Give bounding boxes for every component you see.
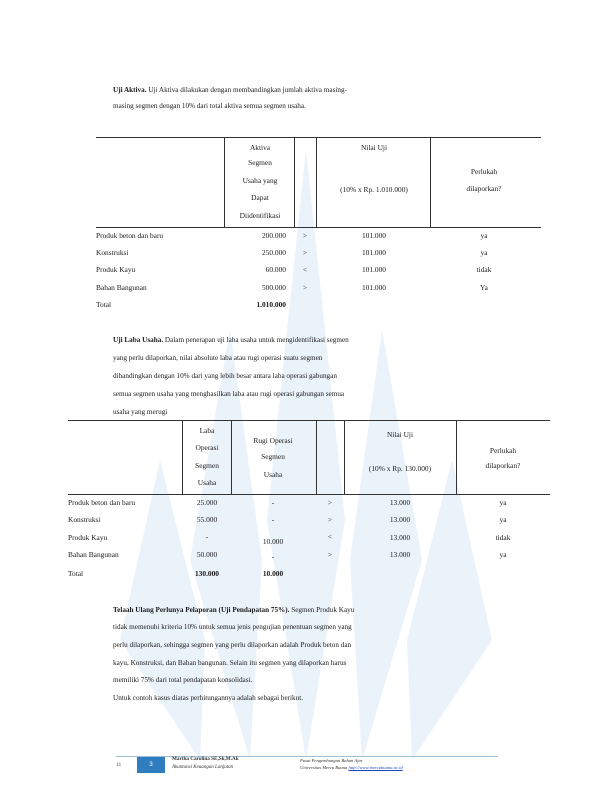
aktiva-col-header: Segmen (248, 158, 272, 167)
row-test: 101.000 (361, 265, 387, 274)
total-label: Total (68, 569, 84, 578)
nilai-uji-header: Nilai Uji (360, 143, 388, 152)
perlukah-header: dilaporkan? (466, 184, 502, 193)
page-number: 11 (116, 762, 122, 768)
footer-university-name: Universitas Mercu Buana (300, 765, 348, 770)
row-segment: Konstruksi (96, 248, 129, 257)
row-test: 101.000 (361, 283, 387, 292)
total-label: Total (96, 300, 112, 309)
row-rugi: - (271, 552, 275, 561)
nilai-uji-formula: (10% x Rp. 1.010.000) (340, 185, 408, 194)
pelaporan-text: Segmen Produk Kayu (291, 606, 355, 614)
laba-intro-line-1 (113, 336, 349, 345)
footer-link[interactable]: http://www.mercubuana.ac.id (348, 765, 403, 770)
row-test: 13.000 (389, 498, 411, 507)
row-operator: < (327, 532, 333, 541)
aktiva-intro-line-2: masing segmen dengan 10% dari total aktiva semua segmen usaha. (113, 102, 306, 110)
row-answer: tidak (495, 533, 511, 542)
row-value: 500.000 (261, 283, 286, 292)
pelaporan-line: tidak memenuhi kriteria 10% untuk semua jenis pengujian penentuan segmen yang (113, 623, 352, 631)
row-operator: > (302, 283, 308, 292)
perlukah-header: Perlukah (470, 167, 498, 176)
rugi-col-header: Segmen (261, 452, 285, 461)
laba-col-header: Operasi (195, 443, 219, 452)
total-laba: 130.000 (194, 569, 220, 578)
laba-title: Uji Laba Usaha. (113, 336, 164, 344)
aktiva-title: Uji Aktiva. (113, 86, 147, 94)
pelaporan-line: kayu, Konstruksi, dan Bahan bangunan. Selain itu segmen yang dilaporkan harus (113, 659, 347, 667)
laba-intro-line: yang perlu dilaporkan, nilai absolute laba atau rugi operasi suatu segmen (113, 354, 323, 362)
row-test: 101.000 (361, 248, 387, 257)
row-laba: 55.000 (196, 515, 218, 524)
row-segment: Bahan Bangunan (96, 283, 147, 292)
row-value: 250.000 (261, 248, 286, 257)
row-test: 13.000 (389, 533, 411, 542)
aktiva-col-header: Usaha yang (242, 176, 278, 185)
aktiva-intro-text: Uji Aktiva dilakukan dengan membandingkan jumlah aktiva masing- (148, 86, 347, 94)
pelaporan-line: memiliki 75% dari total pendapatan konsolidasi. (113, 676, 253, 684)
row-answer: ya (499, 515, 507, 524)
row-answer: ya (480, 231, 488, 240)
aktiva-intro-line-1 (113, 86, 347, 95)
page-badge (137, 757, 165, 773)
row-test: 13.000 (389, 550, 411, 559)
pelaporan-line-1 (113, 606, 354, 615)
aktiva-col-header: Diidentifikasi (239, 211, 281, 220)
row-operator: < (302, 265, 308, 274)
nilai-uji-header: Nilai Uji (386, 430, 414, 439)
badge-number: 3 (149, 762, 153, 768)
row-segment: Produk beton dan baru (68, 498, 136, 507)
row-rugi: - (271, 515, 275, 524)
footer-course: Akuntansi Keuangan Lanjutan (172, 765, 234, 770)
row-operator: > (302, 231, 308, 240)
row-segment: Bahan Bangunan (68, 550, 119, 559)
laba-col-header: Laba (199, 426, 215, 435)
perlukah-header: Perlukah (489, 446, 517, 455)
footer-author: Martha Carolina SE,Sk,M.Ak (172, 756, 239, 762)
laba-intro-text: Dalam penerapan uji laba usaha untuk mengidentifikasi segmen (164, 336, 349, 344)
row-answer: Ya (480, 283, 488, 292)
row-test: 101.000 (361, 231, 387, 240)
row-laba: - (205, 532, 209, 541)
rugi-col-header: Rugi Operasi (253, 436, 293, 445)
row-laba: 50.000 (196, 550, 218, 559)
pelaporan-closing: Untuk contoh kasus diatas perhitungannya adalah sebagai berikut. (113, 694, 304, 702)
row-operator: > (327, 515, 333, 524)
perlukah-header: dilaporkan? (485, 461, 521, 470)
pelaporan-line: perlu dilaporkan, sehingga segmen yang perlu dilaporkan adalah Produk beton dan (113, 641, 352, 649)
footer-center: Pusat Pengembangan Bahan Ajar (300, 758, 363, 763)
aktiva-col-header: Dapat (251, 193, 269, 202)
row-operator: > (327, 550, 333, 559)
row-answer: ya (499, 498, 507, 507)
row-answer: tidak (476, 265, 492, 274)
row-answer: ya (480, 248, 488, 257)
laba-col-header: Usaha (197, 478, 217, 487)
laba-intro-line: semua segmen usaha yang menghasilkan laba atau rugi operasi gabungan semua (113, 390, 345, 398)
row-operator: > (302, 248, 308, 257)
row-operator: > (327, 498, 333, 507)
row-segment: Produk beton dan baru (96, 231, 164, 240)
laba-col-header: Segmen (195, 461, 219, 470)
pelaporan-title: Telaah Ulang Perlunya Pelaporan (Uji Pendapatan 75%). (113, 606, 290, 614)
laba-intro-line: dibandingkan dengan 10% dari yang lebih besar antara laba operasi gabungan (113, 372, 337, 380)
row-test: 13.000 (389, 515, 411, 524)
total-value: 1.010.000 (256, 300, 286, 309)
row-laba: 25.000 (196, 498, 218, 507)
row-value: 200.000 (261, 231, 286, 240)
row-segment: Konstruksi (68, 515, 101, 524)
aktiva-col-header: Aktiva (249, 143, 271, 152)
row-value: 60.000 (265, 265, 286, 274)
laba-intro-line: usaha yang merugi (113, 408, 168, 416)
footer-university (300, 765, 403, 770)
row-rugi: 10.000 (262, 537, 284, 546)
total-rugi: 10.000 (262, 569, 284, 578)
row-segment: Produk Kayu (68, 533, 108, 542)
nilai-uji-formula: (10% x Rp. 130.000) (368, 464, 432, 473)
row-answer: ya (499, 550, 507, 559)
row-rugi: - (271, 498, 275, 507)
rugi-col-header: Usaha (263, 470, 283, 479)
row-segment: Produk Kayu (96, 265, 136, 274)
